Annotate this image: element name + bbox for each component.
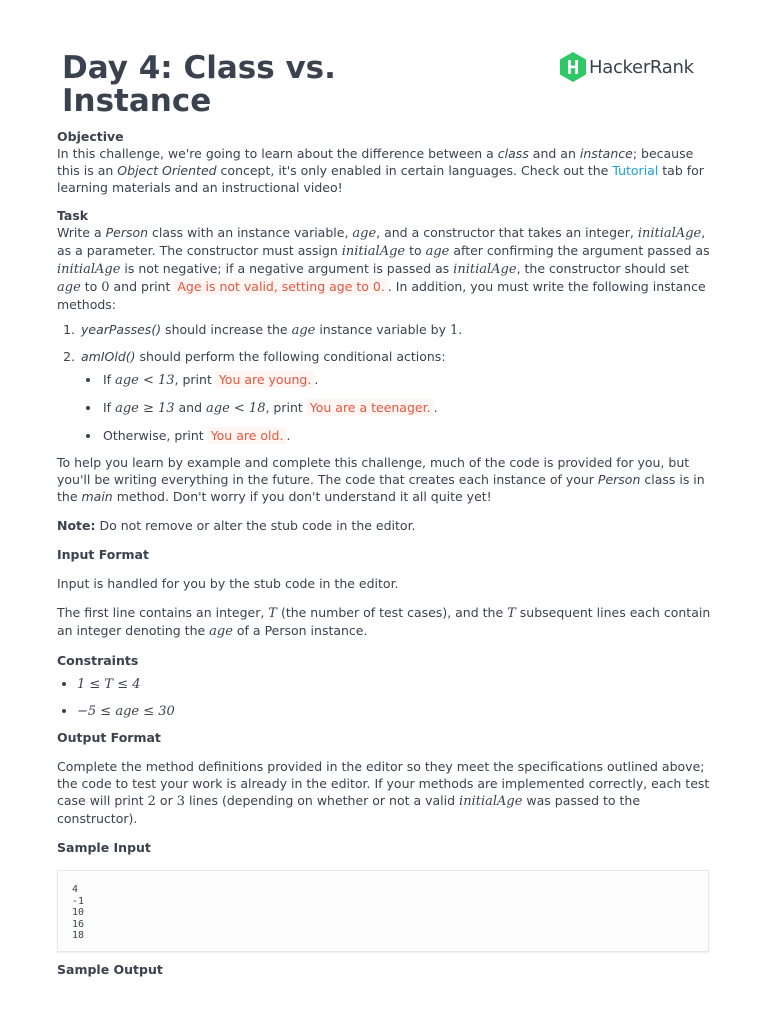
- list-item: • Otherwise, print You are old. .: [101, 427, 711, 444]
- list-item: • −5 ≤ age ≤ 30: [77, 702, 711, 720]
- hackerrank-logo[interactable]: [560, 52, 694, 82]
- sample-input-heading: Sample Input: [57, 840, 151, 855]
- task-heading: Task: [57, 208, 89, 223]
- output-format-heading: Output Format: [57, 730, 161, 745]
- invalid-age-output: Age is not valid, setting age to 0.: [174, 278, 387, 295]
- note-text: Note: Do not remove or alter the stub code in the editor.: [57, 518, 416, 533]
- input-format-heading: Input Format: [57, 547, 149, 562]
- method-list: [57, 321, 711, 444]
- list-item: • 1 ≤ T ≤ 4: [77, 675, 711, 693]
- brand-name: HackerRank: [589, 56, 694, 78]
- input-format-text-2: The first line contains an integer, T (the number of test cases), and the T subsequent lines each contain an integer denoting the age of a Person instance.: [57, 605, 711, 639]
- sample-line: 16: [72, 918, 85, 930]
- sample-line: -1: [72, 895, 85, 907]
- list-item: 1. yearPasses() should increase the age instance variable by 1.: [79, 321, 711, 339]
- sample-line: 10: [72, 907, 85, 918]
- page-title: Day 4: Class vs. Instance: [62, 50, 336, 119]
- objective-text: In this challenge, we're going to learn about the difference between a class and an instance; because this is an Object Oriented concept, it's only enabled in certain languages. Check out the Tutorial tab for learning materials and an instructional video!: [57, 146, 704, 195]
- sample-input-block[interactable]: [57, 870, 709, 952]
- list-item: • If age < 13, print You are young. .: [101, 371, 711, 389]
- list-item: 2. amIOld() should perform the following conditional actions: • If age < 13, print You are young. . • If age ≥ 13 and age < 18, print You are a teenager. . • Otherwise, print You are old. .: [79, 348, 711, 444]
- hackerrank-logo-icon: [560, 52, 586, 82]
- condition-list: [81, 371, 711, 444]
- objective-heading: Objective: [57, 129, 124, 144]
- input-format-text-1: Input is handled for you by the stub code in the editor.: [57, 576, 399, 591]
- tutorial-link[interactable]: Tutorial: [612, 163, 659, 178]
- sample-line: 4: [72, 884, 79, 895]
- constraints-list: [57, 675, 711, 720]
- problem-statement: [57, 128, 711, 978]
- constraints-heading: Constraints: [57, 653, 139, 668]
- task-text: Write a Person class with an instance variable, age, and a constructor that takes an integer, initialAge, as a parameter. The constructor must assign initialAge to age after confirming the argument passed as initialAge is not negative; if a negative argument is passed as initialAge, the constructor should set age to 0 and print Age is not valid, setting age to 0. . In addition, you must write the following instance methods:: [57, 225, 710, 312]
- output-format-text: Complete the method definitions provided in the editor so they meet the specifications outlined above; the code to test your work is already in the editor. If your methods are implemented correctly, each test case will print 2 or 3 lines (depending on whether or not a valid initialAge was passed to the constructor).: [57, 759, 710, 826]
- sample-output-heading: Sample Output: [57, 962, 163, 977]
- sample-line: 18: [72, 930, 85, 941]
- list-item: • If age ≥ 13 and age < 18, print You are a teenager. .: [101, 399, 711, 417]
- help-text: To help you learn by example and complete this challenge, much of the code is provided for you, but you'll be writing everything in the future. The code that creates each instance of your Person class is in the main method. Don't worry if you don't understand it all quite yet!: [57, 455, 705, 504]
